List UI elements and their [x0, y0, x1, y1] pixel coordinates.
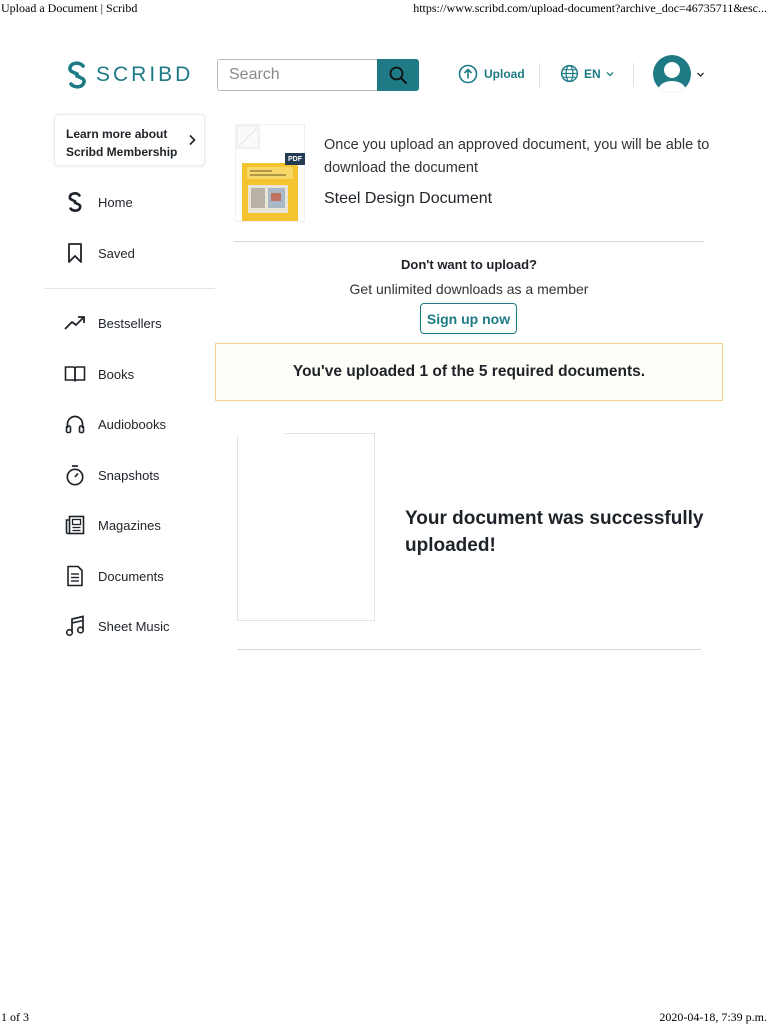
broken-image-icon — [236, 125, 260, 149]
sidebar-item-home[interactable] — [64, 191, 133, 213]
stopwatch-icon — [64, 464, 86, 486]
account-menu[interactable] — [653, 55, 705, 93]
sidebar-item-label: Sheet Music — [98, 618, 170, 634]
sidebar-item-label: Audiobooks — [98, 416, 166, 432]
sidebar-item-label: Saved — [98, 245, 135, 261]
print-page-title: Upload a Document | Scribd — [1, 1, 138, 15]
print-datetime: 2020-04-18, 7:39 p.m. — [659, 1010, 767, 1024]
upload-info-text: Once you upload an approved document, you will be able to download the document — [324, 137, 710, 176]
sidebar-item-label: Home — [98, 194, 133, 210]
sidebar-item-label: Magazines — [98, 517, 161, 533]
sidebar-item-sheet-music[interactable] — [64, 615, 170, 637]
sidebar-item-snapshots[interactable] — [64, 464, 159, 486]
document-cover — [242, 163, 298, 221]
divider — [237, 649, 701, 650]
upload-button[interactable] — [458, 64, 525, 84]
thumbnail-notch — [236, 432, 284, 436]
language-label: EN — [584, 66, 601, 81]
print-header — [0, 1, 768, 17]
scribd-icon — [64, 191, 86, 213]
sidebar-item-bestsellers[interactable] — [64, 312, 162, 334]
print-footer — [0, 1010, 768, 1024]
avatar — [653, 55, 691, 93]
trending-icon — [64, 312, 86, 334]
membership-line-2: Scribd Membership — [66, 145, 178, 159]
globe-icon — [560, 64, 579, 83]
book-icon — [64, 363, 86, 385]
sidebar-item-label: Books — [98, 366, 135, 382]
scribd-logo[interactable] — [66, 60, 193, 90]
uploaded-document-thumbnail — [237, 433, 375, 621]
header-divider — [633, 63, 634, 87]
sidebar-divider — [45, 288, 215, 289]
logo-text: SCRIBD — [96, 63, 194, 86]
search-button[interactable] — [377, 59, 419, 91]
sidebar-item-label: Snapshots — [98, 467, 160, 483]
chevron-right-icon — [188, 134, 196, 146]
sign-up-button[interactable]: Sign up now — [420, 303, 517, 334]
sidebar-item-books[interactable] — [64, 363, 134, 385]
search-input[interactable] — [217, 59, 377, 91]
header-divider — [539, 63, 540, 87]
document-icon — [64, 565, 86, 587]
sidebar-item-label: Documents — [98, 568, 164, 584]
membership-pitch: Get unlimited downloads as a member — [349, 281, 589, 297]
upload-icon — [458, 64, 478, 84]
scribd-logo-icon — [66, 60, 88, 90]
chevron-down-icon — [696, 71, 705, 78]
print-url: https://www.scribd.com/upload-document?archive_doc=46735711&esc... — [413, 1, 767, 15]
user-icon — [653, 55, 691, 93]
sidebar-item-label: Bestsellers — [98, 315, 162, 331]
divider — [234, 241, 704, 242]
music-note-icon — [64, 615, 86, 637]
sidebar-item-documents[interactable] — [64, 565, 164, 587]
search-bar — [217, 59, 419, 91]
upload-success-message: Your document was successfully uploaded! — [405, 508, 704, 556]
search-icon — [388, 65, 408, 85]
upload-progress-banner — [215, 343, 723, 401]
pdf-badge: PDF — [285, 153, 305, 165]
upload-label: Upload — [484, 67, 525, 81]
chevron-down-icon — [606, 71, 614, 77]
magazine-icon — [64, 514, 86, 536]
document-title[interactable]: Steel Design Document — [324, 190, 493, 207]
headphones-icon — [64, 413, 86, 435]
language-selector[interactable] — [560, 64, 614, 83]
print-page-number: 1 of 3 — [1, 1010, 29, 1024]
upload-alternative-heading: Don't want to upload? — [401, 257, 537, 272]
membership-promo[interactable] — [54, 114, 205, 166]
membership-line-1: Learn more about — [66, 127, 168, 141]
sidebar-item-saved[interactable] — [64, 242, 135, 264]
bookmark-icon — [64, 242, 86, 264]
sidebar-item-audiobooks[interactable] — [64, 413, 166, 435]
sidebar-item-magazines[interactable] — [64, 514, 161, 536]
upload-progress-text: You've uploaded 1 of the 5 required documents. — [292, 363, 646, 380]
